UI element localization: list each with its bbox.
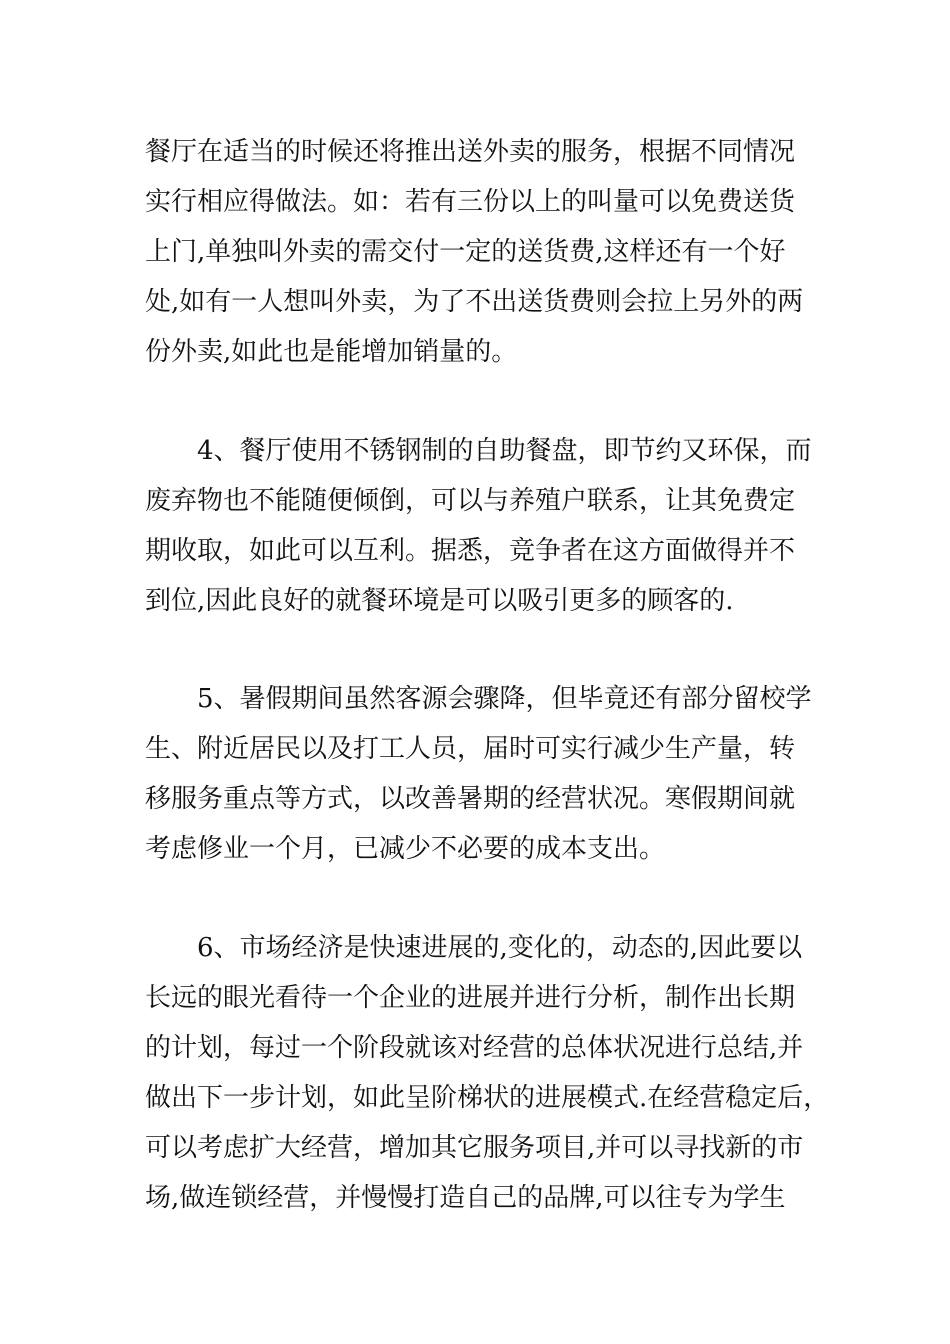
- text-line: 做出下一步计划，如此呈阶梯状的进展模式.在经营稳定后，: [145, 1083, 830, 1113]
- text-line: 份外卖,如此也是能增加销量的。: [145, 337, 518, 367]
- text-line: 到位,因此良好的就餐环境是可以吸引更多的顾客的.: [145, 586, 734, 616]
- text-line: 移服务重点等方式，以改善暑期的经营状况。寒假期间就: [145, 784, 796, 814]
- text-line: 的计划，每过一个阶段就该对经营的总体状况进行总结,并: [145, 1033, 804, 1063]
- text-line: 餐厅在适当的时候还将推出送外卖的服务，根据不同情况: [145, 137, 796, 167]
- text-line: 场,做连锁经营，并慢慢打造自己的品牌,可以往专为学生: [145, 1183, 786, 1213]
- text-line: 上门,单独叫外卖的需交付一定的送货费,这样还有一个好: [145, 237, 786, 267]
- text-line: 生、附近居民以及打工人员，届时可实行减少生产量，转: [145, 734, 796, 764]
- text-line: 考虑修业一个月，已减少不必要的成本支出。: [145, 834, 666, 864]
- text-line: 4、餐厅使用不锈钢制的自助餐盘，即节约又环保，而: [197, 436, 812, 466]
- text-line: 6、市场经济是快速进展的,变化的，动态的,因此要以: [197, 933, 803, 963]
- text-line: 处,如有一人想叫外卖，为了不出送货费则会拉上另外的两: [145, 287, 804, 317]
- text-line: 期收取，如此可以互利。据悉，竞争者在这方面做得并不: [145, 536, 796, 566]
- text-line: 可以考虑扩大经营，增加其它服务项目,并可以寻找新的市: [145, 1133, 804, 1163]
- text-line: 废弃物也不能随便倾倒，可以与养殖户联系，让其免费定: [145, 486, 796, 516]
- text-line: 长远的眼光看待一个企业的进展并进行分析，制作出长期: [145, 983, 796, 1013]
- text-line: 实行相应得做法。如：若有三份以上的叫量可以免费送货: [145, 187, 796, 217]
- text-line: 5、暑假期间虽然客源会骤降，但毕竟还有部分留校学: [197, 684, 812, 714]
